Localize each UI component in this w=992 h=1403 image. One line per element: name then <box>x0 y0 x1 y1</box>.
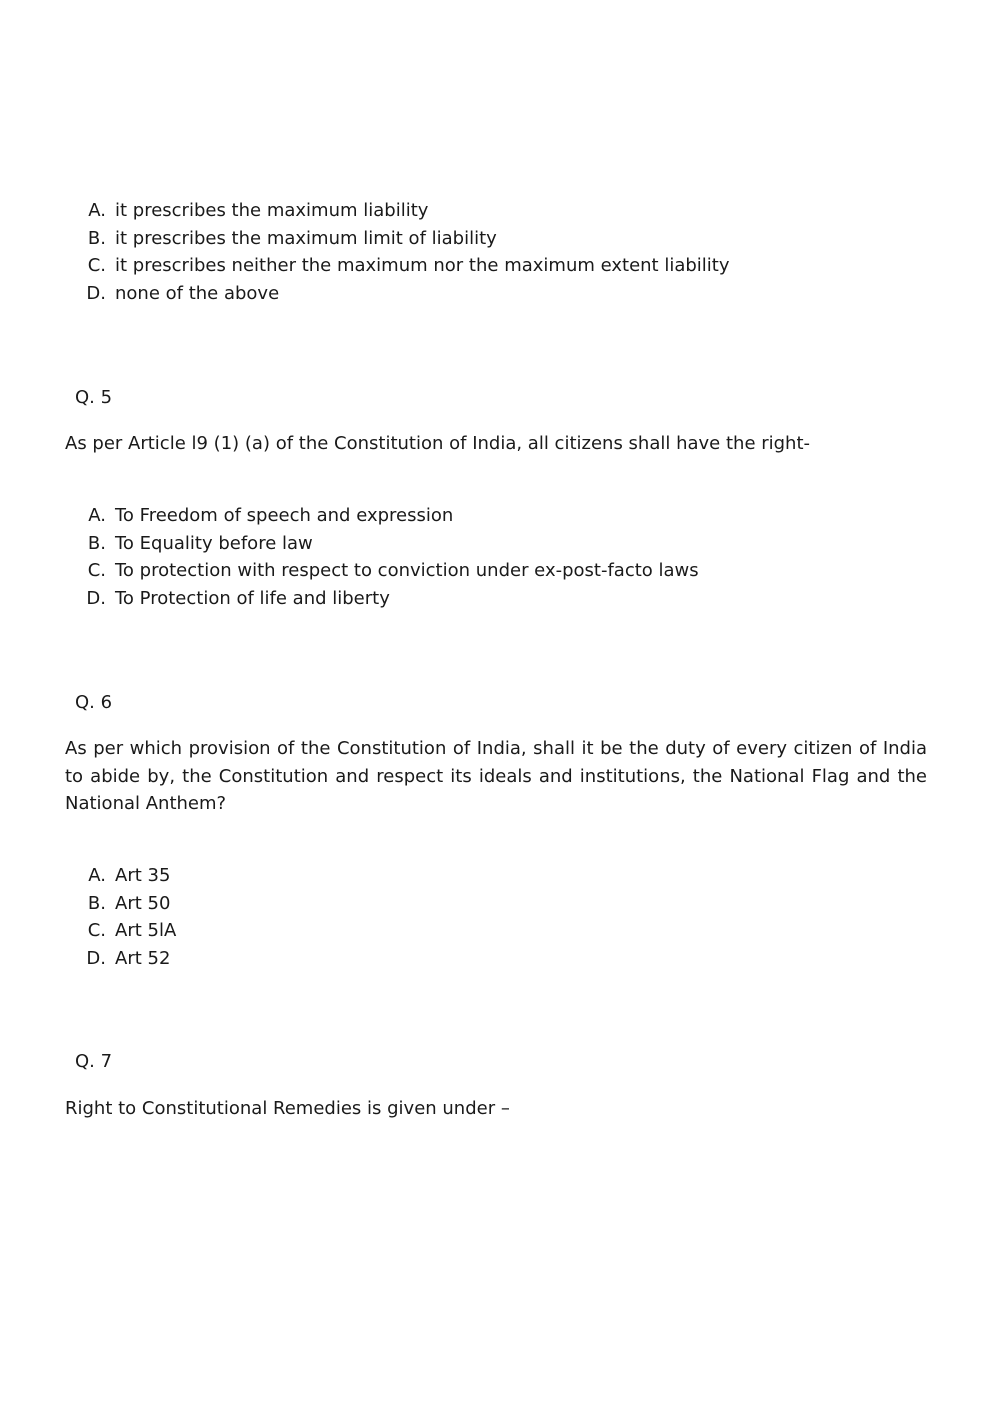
option-text: it prescribes neither the maximum nor the maximum extent liability <box>115 255 730 276</box>
option-letter: D. <box>86 587 106 609</box>
option-b <box>70 530 699 558</box>
options-list-q5 <box>70 502 699 612</box>
option-c <box>70 557 699 585</box>
option-letter: C. <box>87 255 106 276</box>
question-number-7: Q. 7 <box>75 1051 113 1072</box>
options-list-q6 <box>70 862 176 972</box>
option-letter: D. <box>86 282 106 304</box>
option-text: Art 35 <box>115 865 171 886</box>
option-a <box>70 197 730 225</box>
option-d <box>70 945 176 973</box>
option-c <box>70 252 730 280</box>
option-text: none of the above <box>115 282 280 304</box>
option-a <box>70 862 176 890</box>
options-list-q4 <box>70 197 730 307</box>
option-text: To protection with respect to conviction under ex-post-facto laws <box>115 560 699 581</box>
option-letter: A. <box>88 865 106 886</box>
option-letter: A. <box>88 505 106 526</box>
option-text: Art 50 <box>115 892 171 914</box>
option-text: Art 52 <box>115 947 171 969</box>
option-text: To Protection of life and liberty <box>115 587 390 609</box>
option-a <box>70 502 699 530</box>
option-letter: A. <box>88 200 106 221</box>
option-letter: C. <box>87 920 106 941</box>
option-text: Art 5lA <box>115 920 177 941</box>
option-c <box>70 917 176 945</box>
option-letter: D. <box>86 947 106 969</box>
option-b <box>70 890 176 918</box>
question-text-6: As per which provision of the Constitution of India, shall it be the duty of every citizen of India to abide by, the Constitution and respect its ideals and institutions, the National Flag and the National Anthem? <box>65 738 927 814</box>
question-text-5: As per Article l9 (1) (a) of the Constitution of India, all citizens shall have the right- <box>65 433 811 454</box>
question-number-5: Q. 5 <box>75 387 113 408</box>
option-letter: B. <box>87 532 106 554</box>
option-text: To Equality before law <box>115 532 313 554</box>
option-text: it prescribes the maximum limit of liability <box>115 227 497 249</box>
option-letter: C. <box>87 560 106 581</box>
question-number-6: Q. 6 <box>75 692 113 713</box>
option-letter: B. <box>87 227 106 249</box>
question-text-7: Right to Constitutional Remedies is given under – <box>65 1098 510 1119</box>
option-text: To Freedom of speech and expression <box>115 505 454 526</box>
option-letter: B. <box>87 892 106 914</box>
option-text: it prescribes the maximum liability <box>115 200 429 221</box>
option-d <box>70 280 730 308</box>
option-d <box>70 585 699 613</box>
option-b <box>70 225 730 253</box>
